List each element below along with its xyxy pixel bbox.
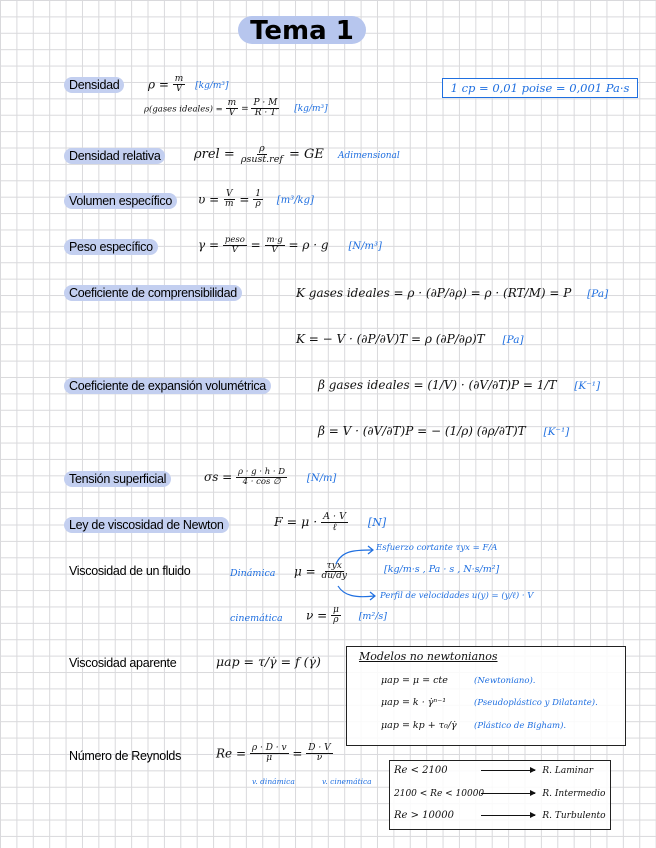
label-tension-superficial: Tensión superficial (64, 471, 171, 487)
formula-tension-superficial: σs = $\frac{\rho \cdot g \cdot h \cdot D}{4 \cdot \cos \emptyset}$ [N/m] (204, 467, 337, 487)
reynolds-sub-dinamica: v. dinámica (252, 777, 295, 786)
viscosity-conversion-box (442, 78, 638, 98)
label-volumen-especifico: Volumen específico (64, 193, 177, 209)
unit-expansion-1: [K⁻¹] (574, 380, 601, 392)
arrow-icon (481, 793, 535, 794)
formula-densidad-gases: ρ(gases ideales) = $\frac{m}{V}$ = $\frac{P \cdot M}{R \cdot T}$ [kg/m³] (144, 98, 328, 119)
unit-compresibilidad-2: [Pa] (502, 334, 524, 346)
model-row: μap = μ = cte (Newtoniano). (381, 675, 536, 686)
formula-viscosidad-aparente: μap = τ/γ̇ = f (γ̇) (216, 654, 321, 669)
label-reynolds: Número de Reynolds (69, 749, 182, 763)
formula-volumen-especifico: υ = $\frac{V}{m}$ = $\frac{1}{\rho}$ [m³/kg] (198, 189, 314, 210)
unit-densidad: [kg/m³] (195, 81, 229, 92)
reynolds-regimes-box (389, 760, 611, 830)
formula-densidad-relativa: ρrel = ρ ρsust.ref = GE Adimensional (194, 143, 400, 165)
page-title: Tema 1 (238, 16, 366, 44)
note-adimensional: Adimensional (338, 150, 400, 161)
unit-peso-especifico: [N/m³] (348, 240, 382, 252)
formula-densidad: ρ = $\frac{m}{V}$ [kg/m³] (148, 74, 229, 95)
formula-expansion: β = V · (∂V/∂T)P = − (1/ρ) (∂ρ/∂T)T [K⁻¹] (318, 424, 570, 438)
label-dinamica: Dinámica (230, 568, 276, 579)
fraction: $\frac{m}{V}$ (227, 98, 237, 119)
unit-ley-newton: [N] (367, 515, 387, 529)
arrow-icon (481, 770, 535, 771)
fraction: $\frac{m\cdot g}{V}$ (266, 235, 283, 255)
label-peso-especifico: Peso específico (64, 239, 158, 255)
formula-reynolds: Re = $\frac{\rho \cdot D \cdot v}{\mu}$ = $\frac{D \cdot V}{\nu}$ (216, 743, 331, 764)
fraction: $\frac{\mu}{\rho}$ (333, 605, 339, 626)
note-perfil-velocidades: Perfil de velocidades u(y) = (y/ℓ) · V (380, 591, 534, 601)
unit-volumen-especifico: [m³/kg] (276, 195, 314, 207)
label-compresibilidad: Coeficiente de comprensibilidad (64, 285, 242, 301)
arrow-icon (481, 815, 535, 816)
formula-compresibilidad-gases: K gases ideales = ρ · (∂P/∂ρ) = ρ · (RT/M) = P [Pa] (296, 286, 609, 300)
formula-expansion-gases: β gases ideales = (1/V) · (∂V/∂T)P = 1/T [K⁻¹] (318, 378, 601, 392)
unit-compresibilidad-1: [Pa] (587, 288, 609, 300)
conversion-text: 1 cp = 0,01 poise = 0,001 Pa·s (450, 81, 630, 95)
label-expansion-volumetrica: Coeficiente de expansión volumétrica (64, 378, 271, 394)
label-ley-newton: Ley de viscosidad de Newton (64, 517, 229, 533)
annotation-arrows (330, 540, 380, 606)
fraction: τyx du/dy (321, 561, 347, 582)
modelos-box-title: Modelos no newtonianos (359, 650, 498, 663)
modelos-no-newtonianos-box (346, 646, 626, 746)
unit-densidad-gases: [kg/m³] (294, 104, 328, 115)
regime-row: 2100 < Re < 10000 R. Intermedio (394, 789, 606, 799)
fraction: $\frac{\rho \cdot g \cdot h \cdot D}{4 \cdot \cos \emptyset}$ (238, 467, 286, 487)
fraction: $\frac{P \cdot M}{R \cdot T}$ (253, 98, 278, 119)
unit-expansion-2: [K⁻¹] (543, 426, 570, 438)
model-row: μap = k · γ̇ⁿ⁻¹ (Pseudoplástico y Dilatante). (381, 697, 598, 708)
formula-compresibilidad: K = − V · (∂P/∂V)T = ρ (∂P/∂ρ)T [Pa] (296, 332, 524, 346)
label-viscosidad-fluido: Viscosidad de un fluido (69, 564, 191, 578)
model-row: μap = kp + τ₀/γ̇ (Plástico de Bigham). (381, 720, 567, 731)
fraction: $\frac{V}{m}$ (225, 189, 234, 210)
note-esfuerzo-cortante: Esfuerzo cortante τyx = F/A (376, 543, 498, 553)
unit-tension-superficial: [N/m] (306, 472, 337, 484)
fraction: ρ ρsust.ref (240, 143, 283, 165)
label-viscosidad-aparente: Viscosidad aparente (69, 656, 177, 670)
fraction: peso V (224, 235, 245, 255)
label-cinematica: cinemática (230, 613, 283, 624)
fraction: A · V ℓ (323, 511, 346, 533)
regime-row: Re < 2100 R. Laminar (394, 765, 594, 776)
unit-viscosidad-cinematica: [m²/s] (358, 611, 387, 623)
formula-ley-newton: F = μ · A · V ℓ [N] (274, 511, 387, 533)
label-densidad: Densidad (64, 77, 124, 93)
fraction: $\frac{\rho \cdot D \cdot v}{\mu}$ (251, 743, 287, 764)
formula-viscosidad-dinamica: μ = τyx du/dy (294, 561, 347, 582)
label-densidad-relativa: Densidad relativa (64, 148, 165, 164)
regime-row: Re > 10000 R. Turbulento (394, 810, 606, 821)
reynolds-sub-cinematica: v. cinemática (322, 777, 372, 786)
fraction: $\frac{m}{V}$ (174, 74, 184, 95)
formula-viscosidad-cinematica: ν = $\frac{\mu}{\rho}$ [m²/s] (306, 605, 387, 626)
formula-peso-especifico: γ = peso V = $\frac{m\cdot g}{V}$ = ρ · g [N/m³] (198, 235, 382, 255)
fraction: $\frac{D \cdot V}{\nu}$ (308, 743, 331, 764)
units-viscosidad-dinamica: [kg/m·s , Pa · s , N·s/m²] (384, 564, 500, 575)
fraction: $\frac{1}{\rho}$ (255, 189, 261, 210)
